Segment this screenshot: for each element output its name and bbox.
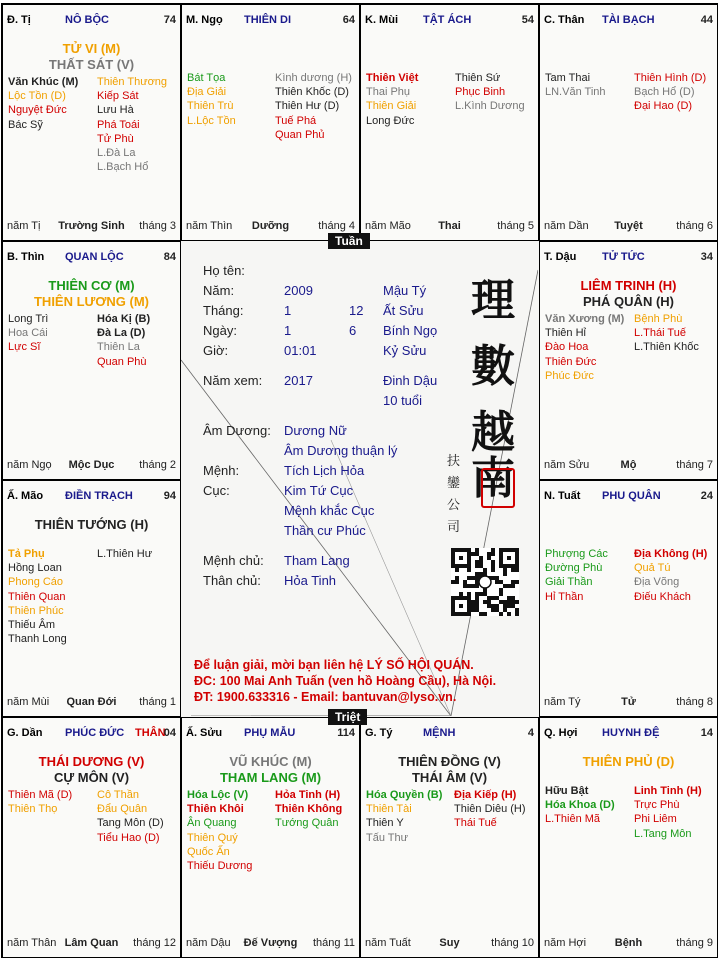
minor-star: Tả Phụ — [8, 548, 45, 560]
footer-stage: Trường Sinh — [58, 220, 125, 232]
palace-header — [544, 251, 713, 265]
minor-star: Đẩu Quân — [97, 803, 148, 816]
palace-tuat — [539, 480, 718, 717]
minor-star: Hóa Lộc (V) — [187, 789, 249, 801]
minor-star: Đại Hao (D) — [634, 100, 693, 113]
palace-position: N. Tuất — [544, 490, 581, 502]
minor-star: Thiên Sứ — [455, 72, 501, 84]
minor-stars-right — [97, 75, 167, 174]
minor-star: Hữu Bật — [545, 785, 589, 797]
palace-footer — [7, 696, 176, 710]
cuc-value: Kim Tứ Cục — [284, 483, 354, 498]
minor-star: Đào Hoa — [545, 341, 589, 354]
palace-number: 34 — [700, 251, 713, 263]
minor-star: LN.Văn Tinh — [545, 86, 606, 99]
footer-year: năm Mùi — [7, 696, 50, 708]
calligraphy-char-4: 南 — [471, 453, 515, 504]
palace-name: TỬ TỨC — [602, 251, 645, 263]
footer-month: tháng 9 — [676, 937, 713, 949]
footer-stage: Mộ — [620, 459, 637, 471]
minor-star: Thiên Hư (D) — [275, 100, 340, 113]
palace-position: Ấ. Mão — [7, 490, 44, 502]
seal-char-2: 鑾 — [447, 476, 461, 491]
palace-name: PHỤ MẪU — [244, 727, 296, 739]
seal-char-3: 公 — [447, 498, 461, 513]
palace-mui — [360, 4, 539, 241]
minor-star: Tam Thai — [545, 72, 591, 84]
palace-footer — [544, 696, 713, 710]
footer-year: năm Tuất — [365, 937, 411, 949]
palace-name: THIÊN DI — [244, 14, 292, 26]
minor-star: Phong Cáo — [8, 576, 64, 589]
triet-tag: Triệt — [328, 709, 367, 725]
minor-star: Thiếu Dương — [187, 860, 253, 873]
footer-month: tháng 7 — [676, 459, 713, 471]
minor-stars-right — [275, 788, 342, 831]
palace-name: PHU QUÂN — [602, 490, 661, 502]
footer-month: tháng 5 — [497, 220, 534, 232]
minor-star: Tuế Phá — [275, 114, 317, 127]
footer-year: năm Dậu — [186, 937, 231, 949]
palace-number: 04 — [163, 727, 176, 739]
minor-star: Thiên Đức — [545, 355, 597, 368]
minor-stars-right — [634, 71, 706, 114]
day-value: 1 — [284, 323, 292, 338]
age: 10 tuổi — [383, 393, 423, 408]
palace-number: 14 — [700, 727, 713, 739]
main-star: THIÊN CƠ (M) — [48, 278, 135, 293]
main-star: CỰ MÔN (V) — [53, 770, 130, 785]
minor-star: Thiên Quan — [8, 590, 66, 603]
minor-star: Thanh Long — [8, 633, 67, 646]
minor-star: Thiên Khốc (D) — [275, 86, 349, 99]
palace-number: 54 — [521, 14, 534, 26]
palace-position: G. Tý — [365, 727, 393, 739]
minor-star: Thiên Hỉ — [545, 327, 586, 340]
main-star: THÁI ÂM (V) — [411, 770, 488, 785]
palace-footer — [544, 937, 713, 951]
amduong-note: Âm Dương thuận lý — [284, 443, 398, 458]
palace-header — [7, 727, 176, 741]
minor-star: Kiếp Sát — [97, 90, 139, 103]
minor-star: L.Thái Tuế — [634, 327, 686, 340]
minor-star: L.Thiên Khốc — [634, 341, 699, 354]
palace-header — [7, 14, 176, 28]
minor-star: L.Thiên Mã — [545, 813, 601, 826]
view-year-value: 2017 — [284, 373, 313, 388]
palace-name: HUYNH ĐỆ — [602, 727, 660, 739]
minor-star: Thiên Tài — [366, 803, 412, 816]
palace-header — [186, 14, 355, 28]
center-panel — [181, 240, 538, 716]
footer-year: năm Thân — [7, 937, 57, 949]
minor-stars-left — [366, 71, 418, 128]
day-label: Ngày: — [203, 323, 237, 338]
minor-star: Thiên Thương — [97, 76, 168, 88]
palace-footer — [365, 937, 534, 951]
minor-star: Thiên Y — [366, 817, 404, 830]
main-star: THIÊN PHỦ (D) — [582, 754, 675, 769]
minor-star: Giải Thần — [545, 576, 593, 589]
minor-star: Địa Giải — [187, 86, 227, 99]
footer-year: năm Tị — [7, 220, 41, 232]
minor-stars-left — [8, 312, 48, 355]
calligraphy-char-3: 越 — [471, 407, 515, 458]
minor-star: Lưu Hà — [97, 104, 134, 117]
palace-number: 64 — [342, 14, 355, 26]
minor-stars-left — [545, 71, 606, 99]
main-star: VŨ KHÚC (M) — [229, 754, 312, 769]
main-star: THIÊN ĐỒNG (V) — [398, 754, 501, 769]
year-label: Năm: — [203, 283, 235, 298]
minor-star: Ân Quang — [187, 817, 237, 830]
minor-star: Hỏa Tinh (H) — [275, 789, 341, 801]
minor-star: Tiểu Hao (D) — [97, 831, 160, 844]
minor-star: Thiên Hình (D) — [634, 72, 707, 84]
palace-name: QUAN LỘC — [65, 251, 124, 263]
footer-year: năm Ngọ — [7, 459, 52, 471]
footer-year: năm Dần — [544, 220, 589, 232]
footer-year: năm Tý — [544, 696, 581, 708]
footer-stage: Đế Vượng — [243, 937, 298, 949]
minor-star: Văn Khúc (M) — [8, 76, 79, 88]
seal-char-4: 司 — [447, 520, 461, 535]
minor-star: Hóa Quyền (B) — [366, 789, 443, 801]
footer-month: tháng 1 — [139, 696, 176, 708]
minor-star: Quan Phủ — [275, 128, 325, 141]
cuc-label: Cục: — [203, 483, 230, 498]
hour-label: Giờ: — [203, 343, 229, 358]
than-chu-label: Thân chủ: — [203, 573, 261, 588]
minor-stars-right — [634, 312, 699, 355]
menh-chu-label: Mệnh chủ: — [203, 553, 264, 568]
contact-line-2: ĐC: 100 Mai Anh Tuấn (ven hồ Hoàng Cầu), Hà Nội. — [194, 674, 497, 688]
palace-name: TÀI BẠCH — [602, 14, 655, 26]
footer-stage: Dưỡng — [251, 220, 290, 232]
footer-month: tháng 12 — [133, 937, 176, 949]
minor-stars-left — [545, 547, 608, 604]
red-seal-stamp — [481, 468, 515, 508]
palace-footer — [544, 220, 713, 234]
footer-month: tháng 6 — [676, 220, 713, 232]
year-value: 2009 — [284, 283, 313, 298]
month-value: 1 — [284, 303, 292, 318]
minor-star: Quốc Ấn — [187, 845, 230, 858]
minor-star: Quan Phù — [97, 355, 147, 368]
amduong-value: Dương Nữ — [284, 423, 347, 438]
palace-header — [544, 727, 713, 741]
minor-star: Long Trì — [8, 313, 49, 325]
footer-stage: Lâm Quan — [64, 937, 119, 949]
palace-position: K. Mùi — [365, 14, 398, 26]
minor-stars-left — [8, 75, 78, 132]
minor-star: Bệnh Phù — [634, 313, 683, 325]
contact-line-3: ĐT: 1900.633316 - Email: bantuvan@lyso.vn. — [194, 690, 457, 704]
view-year-can: Đinh Dậu — [383, 373, 438, 388]
minor-star: Thiên Thọ — [8, 803, 58, 816]
palace-dau — [539, 241, 718, 480]
minor-star: Trực Phù — [634, 799, 680, 812]
palace-number: 84 — [163, 251, 176, 263]
calligraphy-char-2: 數 — [471, 341, 515, 392]
palace-position: B. Thìn — [7, 251, 45, 263]
main-star: THẤT SÁT (V) — [48, 57, 135, 72]
minor-star: Tấu Thư — [366, 831, 409, 844]
minor-stars-right — [275, 71, 352, 142]
day-lunar: 6 — [349, 323, 357, 338]
minor-star: Bát Tọa — [187, 72, 226, 84]
footer-month: tháng 8 — [676, 696, 713, 708]
minor-star: Hồng Loan — [8, 562, 62, 575]
minor-star: Thiên Khôi — [187, 803, 244, 816]
minor-stars-left — [187, 788, 252, 873]
day-can: Bính Ngọ — [383, 323, 438, 338]
minor-star: L.Lộc Tồn — [187, 114, 236, 127]
footer-stage: Thai — [438, 220, 461, 232]
minor-stars-left — [8, 547, 67, 646]
footer-month: tháng 3 — [139, 220, 176, 232]
footer-year: năm Mão — [365, 220, 411, 232]
minor-star: Đường Phù — [545, 562, 603, 575]
palace-header — [186, 727, 355, 741]
minor-star: Thiên Mã (D) — [8, 789, 73, 801]
palace-header — [365, 727, 534, 741]
seal-char-1: 扶 — [447, 454, 461, 469]
main-star: THIÊN LƯƠNG (M) — [33, 294, 150, 309]
minor-star: Quả Tú — [634, 562, 671, 575]
footer-stage: Bệnh — [614, 937, 643, 949]
palace-suu — [181, 717, 360, 958]
minor-stars-right — [97, 312, 150, 369]
minor-star: Cô Thần — [97, 789, 139, 801]
footer-stage: Mộc Dục — [68, 459, 115, 471]
calligraphy-char-1: 理 — [471, 275, 515, 326]
than-marker: THÂN — [135, 727, 166, 739]
minor-stars-left — [8, 788, 72, 816]
minor-star: Thiên La — [97, 341, 140, 354]
palace-name: NÔ BỘC — [65, 14, 109, 26]
palace-ty — [360, 717, 539, 958]
month-can: Ất Sửu — [383, 303, 424, 318]
palace-footer — [544, 459, 713, 473]
hour-can: Kỷ Sửu — [383, 343, 427, 358]
minor-star: Thiên Quý — [187, 831, 238, 844]
menh-value: Tích Lịch Hỏa — [284, 463, 365, 478]
menh-chu-value: Tham Lang — [284, 553, 350, 568]
palace-position: T. Dậu — [544, 251, 577, 263]
palace-position: G. Dần — [7, 727, 43, 739]
palace-footer — [186, 937, 355, 951]
minor-star: Phúc Đức — [545, 369, 594, 382]
palace-name: ĐIỀN TRẠCH — [65, 490, 133, 502]
minor-star: Thiên Việt — [366, 72, 419, 84]
amduong-label: Âm Dương: — [203, 423, 271, 438]
minor-stars-right — [455, 71, 525, 114]
month-lunar: 12 — [349, 303, 364, 318]
footer-month: tháng 10 — [491, 937, 534, 949]
palace-than — [539, 4, 718, 241]
minor-star: L.Tang Môn — [634, 827, 692, 840]
tuan-tag: Tuần — [328, 233, 370, 249]
minor-star: Long Đức — [366, 114, 415, 127]
palace-hoi — [539, 717, 718, 958]
minor-stars-left — [545, 312, 624, 383]
minor-star: L.Kình Dương — [455, 100, 525, 113]
main-star: THÁI DƯƠNG (V) — [38, 754, 145, 769]
minor-star: Lộc Tồn (D) — [8, 90, 66, 103]
palace-position: C. Thân — [544, 14, 585, 26]
palace-position: Đ. Tị — [7, 14, 31, 26]
palace-header — [544, 490, 713, 504]
name-label: Họ tên: — [203, 263, 245, 278]
palace-mao — [2, 480, 181, 717]
palace-header — [544, 14, 713, 28]
footer-year: năm Thìn — [186, 220, 233, 232]
hour-value: 01:01 — [284, 343, 317, 358]
footer-month: tháng 11 — [312, 937, 355, 949]
minor-stars-right — [454, 788, 526, 831]
palace-name: PHÚC ĐỨC — [65, 727, 125, 739]
minor-star: Hoa Cái — [8, 327, 48, 340]
minor-stars-left — [366, 788, 442, 845]
minor-stars-right — [634, 784, 702, 841]
footer-month: tháng 4 — [318, 220, 355, 232]
palace-position: M. Ngọ — [186, 14, 223, 26]
minor-star: L.Bạch Hổ — [97, 161, 149, 174]
palace-footer — [186, 220, 355, 234]
main-star: LIÊM TRINH (H) — [580, 278, 677, 293]
minor-stars-right — [97, 788, 164, 845]
palace-number: 4 — [527, 727, 534, 739]
palace-name: MỆNH — [423, 727, 456, 739]
minor-star: Nguyệt Đức — [8, 104, 67, 117]
palace-header — [365, 14, 534, 28]
palace-number: 74 — [163, 14, 176, 26]
palace-footer — [365, 220, 534, 234]
cuc-note2: Thần cư Phúc — [284, 523, 366, 538]
palace-footer — [7, 459, 176, 473]
palace-footer — [7, 220, 176, 234]
main-star: THIÊN TƯỚNG (H) — [34, 517, 149, 532]
palace-number: 114 — [337, 727, 355, 739]
minor-star: Thai Phụ — [366, 86, 411, 99]
contact-line-1: Để luận giải, mời bạn liên hệ LÝ SỐ HỘI QUÁN. — [194, 658, 474, 672]
footer-year: năm Sửu — [544, 459, 590, 471]
palace-header — [7, 490, 176, 504]
footer-stage: Tuyệt — [614, 220, 643, 232]
minor-star: Địa Không (H) — [634, 548, 708, 560]
palace-thin — [2, 241, 181, 480]
minor-star: Điếu Khách — [634, 590, 691, 603]
main-star: THAM LANG (M) — [219, 770, 322, 785]
palace-ngo — [181, 4, 360, 241]
palace-name: TẬT ÁCH — [423, 14, 472, 26]
minor-star: L.Đà La — [97, 147, 136, 160]
minor-star: L.Thiên Hư — [97, 548, 153, 560]
minor-star: Phá Toái — [97, 118, 140, 131]
than-chu-value: Hỏa Tinh — [284, 573, 337, 588]
palace-number: 24 — [700, 490, 713, 502]
footer-stage: Quan Đới — [66, 696, 117, 708]
minor-star: Phục Binh — [455, 86, 506, 99]
minor-star: Văn Xương (M) — [545, 313, 625, 325]
minor-star: Thiên Trù — [187, 100, 234, 113]
minor-star: Địa Võng — [634, 576, 680, 589]
minor-star: Phượng Các — [545, 548, 608, 560]
minor-star: Thiên Giải — [366, 100, 417, 113]
minor-star: Thiếu Âm — [8, 619, 56, 632]
minor-star: Hóa Kị (B) — [97, 313, 151, 325]
year-can: Mậu Tý — [383, 283, 427, 298]
palace-number: 44 — [700, 14, 713, 26]
minor-star: Kình dương (H) — [275, 72, 352, 84]
view-year-label: Năm xem: — [203, 373, 263, 388]
minor-stars-right — [97, 547, 152, 561]
cuc-note1: Mệnh khắc Cục — [284, 503, 375, 518]
minor-star: Bác Sỹ — [8, 118, 43, 131]
palace-position: Ấ. Sửu — [186, 727, 223, 739]
minor-star: Bạch Hổ (D) — [634, 86, 695, 99]
minor-star: Tang Môn (D) — [97, 817, 164, 830]
footer-stage: Tử — [621, 696, 636, 708]
palace-header — [7, 251, 176, 265]
footer-month: tháng 2 — [139, 459, 176, 471]
minor-star: Thái Tuế — [454, 817, 497, 830]
minor-star: Lực Sĩ — [8, 341, 41, 354]
minor-star: Tử Phù — [97, 132, 134, 145]
minor-star: Đà La (D) — [97, 327, 146, 340]
minor-star: Hóa Khoa (D) — [545, 799, 615, 812]
palace-footer — [7, 937, 176, 951]
minor-star: Thiên Phúc — [8, 604, 64, 617]
month-label: Tháng: — [203, 303, 244, 318]
minor-stars-left — [187, 71, 236, 128]
minor-stars-right — [634, 547, 707, 604]
qr-code[interactable] — [451, 548, 519, 616]
palace-ti — [2, 4, 181, 241]
palace-number: 94 — [163, 490, 176, 502]
minor-star: Phi Liêm — [634, 813, 677, 826]
main-star: TỬ VI (M) — [62, 41, 121, 56]
minor-star: Hỉ Thần — [545, 590, 584, 603]
footer-year: năm Hợi — [544, 937, 587, 949]
menh-label: Mệnh: — [203, 463, 240, 478]
minor-star: Thiên Diêu (H) — [454, 803, 526, 816]
footer-stage: Suy — [439, 937, 460, 949]
palace-position: Q. Hợi — [544, 727, 578, 739]
main-star: PHÁ QUÂN (H) — [583, 294, 674, 309]
minor-star: Thiên Không — [275, 803, 343, 816]
palace-dan — [2, 717, 181, 958]
minor-stars-left — [545, 784, 615, 827]
minor-star: Tướng Quân — [275, 817, 339, 830]
minor-star: Linh Tinh (H) — [634, 785, 702, 797]
minor-star: Địa Kiếp (H) — [454, 789, 517, 801]
